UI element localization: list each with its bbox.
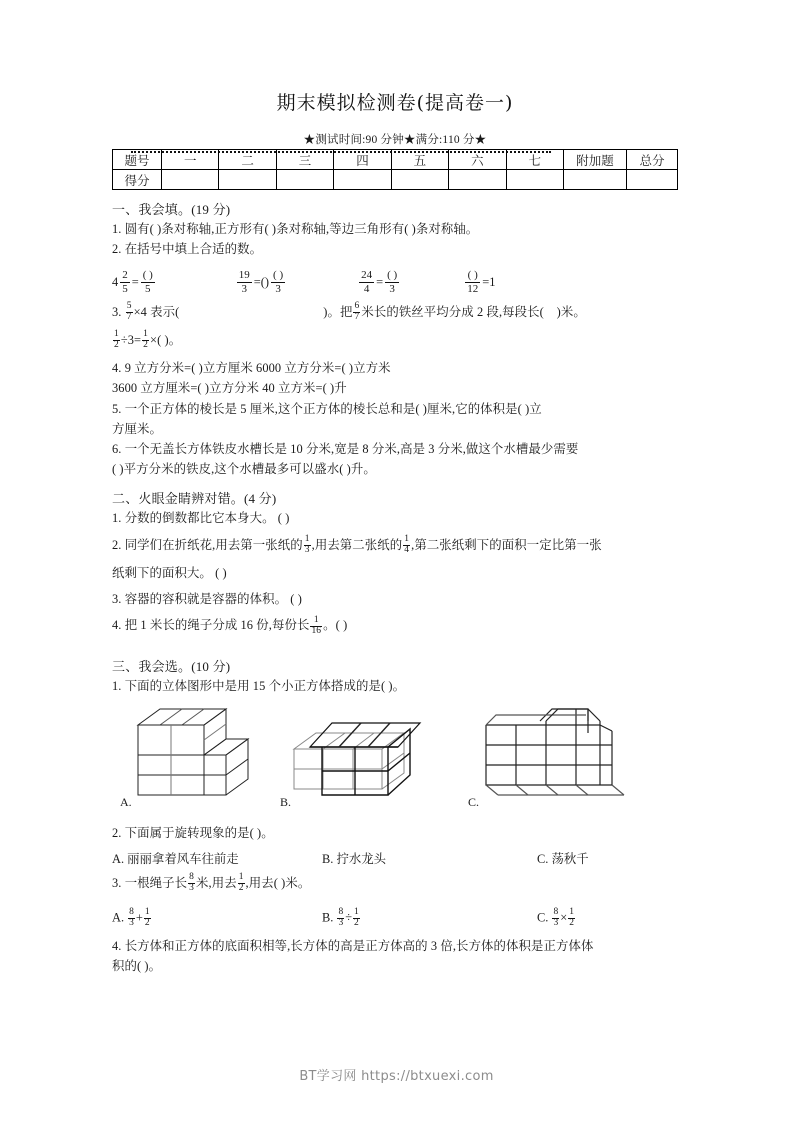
section3-question-4-line2: 积的( )。 [112, 959, 162, 974]
fraction-one-half: $\frac{1}{2}$ [114, 329, 119, 351]
section1-question-1: 1. 圆有( )条对称轴,正方形有( )条对称轴,等边三角形有( )条对称轴。 [112, 222, 479, 236]
option-c-label: C. [537, 910, 549, 925]
cube-figure-c-icon [480, 703, 630, 803]
table-header-cell-3: 三 [276, 150, 333, 170]
cube-figure-a[interactable] [120, 703, 255, 809]
score-table [112, 149, 678, 190]
fraction-left: $\frac{2}{5}$ [122, 269, 128, 295]
q3-text-a: 3. 一根绳子长 [112, 875, 188, 890]
score-cell-4[interactable] [334, 170, 391, 190]
q2-text-b: ,用去第二张纸的 [311, 537, 403, 552]
fraction-eight-thirds: $\frac{8}{3}$ [189, 872, 195, 894]
section2-question-3: 3. 容器的容积就是容器的体积。 ( ) [112, 592, 302, 607]
section1-question-2-expressions [112, 269, 678, 294]
equals-one: =1 [482, 274, 496, 289]
fraction-left: $\frac{24}{4}$ [361, 269, 373, 295]
score-cell-6[interactable] [449, 170, 506, 190]
q3-answer-blank-1[interactable] [179, 305, 323, 319]
option-a-fraction-1: $\frac{8}{3}$ [129, 907, 134, 929]
section1-question-5-line1: 5. 一个正方体的棱长是 5 厘米,这个正方体的棱长总和是( )厘米,它的体积是( )立 [112, 401, 542, 416]
option-b-operator: ÷ [345, 910, 353, 925]
q3-number: 3. [112, 304, 122, 319]
exam-meta-line: ★测试时间:90 分钟★满分:110 分★ [303, 134, 487, 146]
section1-question-5-line2: 方厘米。 [112, 421, 162, 436]
section2-question-4 [112, 616, 678, 637]
fraction-one-half: $\frac{1}{2}$ [143, 329, 149, 351]
section3-question-2: 2. 下面属于旋转现象的是( )。 [112, 825, 274, 840]
table-row [113, 150, 678, 170]
fraction-left: $\frac{19}{3}$ [238, 269, 250, 295]
table-row [113, 170, 678, 190]
section1-question-3b-equation [112, 331, 678, 352]
option-a-fraction-2: $\frac{1}{2}$ [144, 907, 150, 929]
section3-question-4-line1: 4. 长方体和正方体的底面积相等,长方体的高是正方体高的 3 倍,长方体的体积是正方体体 [112, 939, 594, 954]
fill-expression-2 [235, 269, 287, 294]
section1-question-6-line2: ( )平方分米的铁皮,这个水槽最多可以盛水( )升。 [112, 462, 376, 477]
section1-question-3 [112, 300, 678, 324]
table-header-cell-5: 五 [391, 150, 448, 170]
option-b[interactable] [322, 909, 537, 930]
score-cell-extra[interactable] [564, 170, 627, 190]
option-a-operator: + [135, 910, 143, 925]
table-header-cell-total: 总分 [627, 150, 678, 170]
q4-text-a: 4. 把 1 米长的绳子分成 16 份,每份长 [112, 618, 310, 633]
section3-question-2-options [112, 849, 678, 867]
option-c[interactable]: C. 荡秋千 [537, 851, 589, 866]
score-cell-5[interactable] [391, 170, 448, 190]
option-b-fraction-1: $\frac{8}{3}$ [338, 907, 344, 929]
q3-text-c: ,用去( )米。 [245, 875, 311, 890]
option-b-fraction-2: $\frac{1}{2}$ [354, 907, 359, 929]
score-cell-7[interactable] [506, 170, 563, 190]
equals-open-paren: =( [253, 274, 265, 289]
fraction-one-third: $\frac{1}{3}$ [304, 533, 310, 555]
table-header-cell-extra: 附加题 [564, 150, 627, 170]
divide-three-equals: ÷3= [120, 332, 142, 347]
fraction-answer-blank[interactable]: $\frac{( )}{3}$ [387, 269, 398, 295]
cube-figure-a-icon [130, 703, 255, 803]
fill-expression-3 [357, 269, 401, 294]
table-header-cell-4: 四 [334, 150, 391, 170]
cube-figure-b-icon [292, 703, 432, 803]
score-cell-1[interactable] [162, 170, 219, 190]
table-row-label-question: 题号 [113, 150, 162, 170]
cube-figure-b[interactable] [280, 703, 432, 809]
table-header-cell-1: 一 [162, 150, 219, 170]
q3-text-b: ×4 表示( [133, 304, 180, 319]
section2-question-2-line1 [112, 533, 678, 557]
section1-question-4-line1: 4. 9 立方分米=( )立方厘米 6000 立方分米=( )立方米 [112, 361, 391, 376]
page-title: 期末模拟检测卷(提高卷一) [276, 92, 514, 114]
section1-question-4-line2: 3600 立方厘米=( )立方分米 40 立方米=( )升 [112, 381, 347, 396]
fraction-one-sixteenth: $\frac{1}{16}$ [311, 614, 322, 636]
q3-text-c: )。把 [323, 304, 353, 319]
cube-figure-c[interactable] [468, 703, 630, 809]
section-2-heading: 二、火眼金睛辨对错。(4 分) [112, 491, 277, 507]
section1-question-6-line1: 6. 一个无盖长方体铁皮水槽长是 10 分米,宽是 8 分米,高是 3 分米,做这个水槽最少需要 [112, 441, 579, 456]
option-a[interactable] [112, 909, 322, 930]
option-b-label: B. [322, 910, 334, 925]
fraction-one-half: $\frac{1}{2}$ [238, 872, 244, 894]
q3b-answer-blank[interactable]: ×( )。 [150, 332, 182, 347]
section-1-heading: 一、我会填。(19 分) [112, 202, 231, 217]
option-c-operator: × [560, 910, 568, 925]
table-header-cell-2: 二 [219, 150, 276, 170]
equals-sign: = [131, 274, 139, 289]
section2-question-2-line2: 纸剩下的面积大。 ( ) [112, 565, 227, 580]
option-a-label: A. [112, 910, 125, 925]
fraction-answer-blank[interactable]: $\frac{( )}{12}$ [467, 269, 479, 295]
section2-question-1: 1. 分数的倒数都比它本身大。 ( ) [112, 511, 290, 526]
q3-text-e: )米。 [556, 304, 586, 319]
q2-text-a: 2. 同学们在折纸花,用去第一张纸的 [112, 537, 303, 552]
q3-text-d: 米长的铁丝平均分成 2 段,每段长( [361, 304, 544, 319]
fill-expression-4 [463, 269, 495, 294]
score-cell-3[interactable] [276, 170, 333, 190]
fraction-five-sevenths: $\frac{5}{7}$ [126, 300, 132, 322]
cube-figures-row [112, 702, 678, 814]
section3-question-3-options [112, 909, 678, 930]
table-header-cell-7: 七 [506, 150, 563, 170]
fraction-answer-blank[interactable]: $\frac{( )}{3}$ [273, 269, 284, 295]
figure-label-a: A. [120, 794, 132, 809]
option-a[interactable]: A. 丽丽拿着风车往前走 [112, 851, 239, 866]
equals-sign: = [376, 274, 384, 289]
fraction-one-quarter: $\frac{1}{4}$ [404, 533, 410, 555]
footer-watermark: BT学习网 https://btxuexi.com [299, 1069, 494, 1084]
figure-label-b: B. [280, 794, 292, 809]
q4-text-b[interactable]: 。( ) [323, 618, 348, 633]
section3-question-3 [112, 874, 678, 895]
q3-text-b: 米,用去 [196, 875, 237, 890]
section1-question-2-prompt: 2. 在括号中填上合适的数。 [112, 242, 263, 257]
figure-label-c: C. [468, 794, 480, 809]
score-cell-2[interactable] [219, 170, 276, 190]
fill-expression-1 [112, 269, 157, 294]
section3-question-1: 1. 下面的立体图形中是用 15 个小正方体搭成的是( )。 [112, 678, 406, 693]
table-header-cell-6: 六 [449, 150, 506, 170]
mixed-whole-part: 4 [112, 274, 119, 289]
option-b[interactable]: B. 拧水龙头 [322, 851, 387, 866]
fraction-six-sevenths: $\frac{6}{7}$ [354, 300, 360, 322]
table-row-label-score: 得分 [113, 170, 162, 190]
q3-answer-blank-2[interactable] [544, 305, 557, 319]
option-c[interactable] [537, 909, 677, 930]
q2-text-c: ,第二张纸剩下的面积一定比第一张 [411, 537, 602, 552]
option-c-fraction-1: $\frac{8}{3}$ [553, 907, 559, 929]
score-cell-total[interactable] [627, 170, 678, 190]
option-c-fraction-2: $\frac{1}{2}$ [569, 907, 574, 929]
answer-blank-whole[interactable]: ) [264, 274, 270, 289]
fraction-answer-blank[interactable]: $\frac{( )}{5}$ [142, 269, 153, 295]
section-3-heading: 三、我会选。(10 分) [112, 658, 231, 674]
exam-sheet [112, 88, 678, 978]
